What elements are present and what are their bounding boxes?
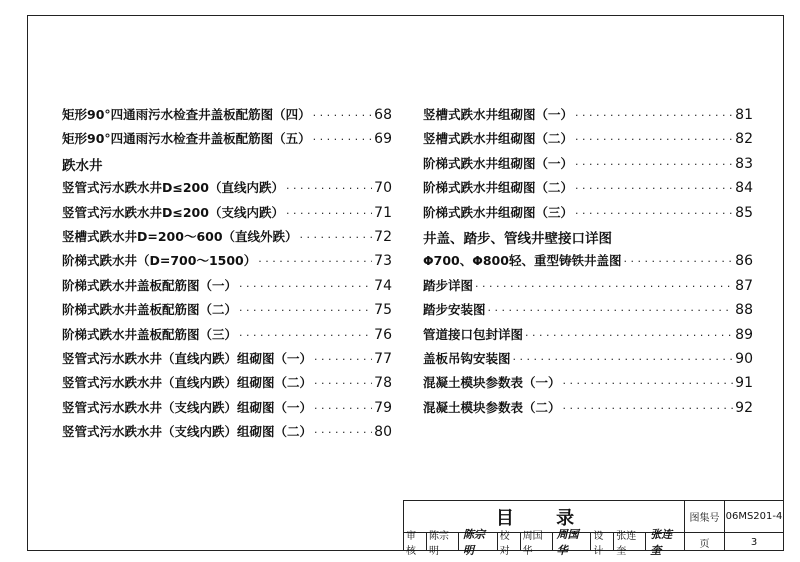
toc-entry-page: 81	[735, 107, 753, 123]
toc-leader-dots	[623, 255, 733, 268]
checker-name: 周国华	[522, 531, 543, 557]
toc-entry	[423, 276, 753, 300]
toc-leader-dots	[239, 329, 372, 342]
toc-entry	[62, 422, 392, 446]
toc-entry-title: Φ700、Φ800轻、重型铸铁井盖图	[423, 253, 622, 269]
toc-entry-page: 80	[374, 424, 392, 441]
toc-entry	[423, 105, 753, 129]
toc-leader-dots	[300, 231, 373, 244]
toc-entry-title: 阶梯式跌水井组砌图（三）	[423, 204, 574, 220]
toc-entry-title: 竖管式污水跌水井（直线内跌）组砌图（二）	[62, 375, 313, 391]
design-label: 设计	[593, 531, 604, 557]
toc-leader-dots	[575, 182, 733, 195]
title-block-title: 目 录	[404, 501, 685, 533]
designer-name: 张连奎	[616, 531, 637, 557]
checker-signature: 周国华	[556, 528, 579, 557]
toc-entry-page: 82	[735, 131, 753, 148]
toc-left-column	[62, 105, 392, 446]
toc-entry-page: 77	[374, 350, 392, 367]
toc-entry-title: 踏步安装图	[423, 302, 486, 318]
toc-entry-page: 79	[374, 399, 392, 416]
toc-entry	[423, 251, 753, 275]
toc-entry	[62, 373, 392, 397]
toc-entry-title: 混凝土模块参数表（一）	[423, 375, 561, 391]
toc-leader-dots	[314, 377, 372, 390]
toc-entry	[423, 300, 753, 324]
toc-leader-dots	[575, 207, 733, 220]
toc-entry-page: 83	[735, 155, 753, 172]
toc-entry-title: 竖管式污水跌水井（直线内跌）组砌图（一）	[62, 350, 313, 366]
toc-leader-dots	[314, 353, 372, 366]
page-label: 页	[685, 533, 725, 551]
check-label: 校对	[499, 531, 510, 557]
toc-entry	[62, 129, 392, 153]
toc-entry	[423, 325, 753, 349]
toc-entry-page: 91	[735, 375, 753, 392]
toc-leader-dots	[563, 402, 734, 415]
toc-entry-page: 68	[374, 107, 392, 123]
toc-entry-page: 72	[374, 228, 392, 245]
toc-leader-dots	[563, 377, 734, 390]
toc-entry	[423, 129, 753, 153]
toc-entry	[62, 203, 392, 227]
toc-entry	[62, 398, 392, 422]
toc-leader-dots	[575, 109, 733, 122]
toc-right-column	[423, 105, 753, 422]
toc-entry-page: 92	[735, 399, 753, 416]
toc-entry	[62, 349, 392, 373]
toc-entry-title: 阶梯式跌水井（D=700～1500）	[62, 253, 257, 269]
toc-entry-title: 踏步详图	[423, 277, 474, 293]
toc-leader-dots	[239, 280, 372, 293]
toc-entry-title: 竖管式污水跌水井D≤200（直线内跌）	[62, 180, 284, 196]
reviewer-name: 陈宗明	[428, 531, 449, 557]
toc-entry-title: 竖管式污水跌水井（支线内跌）组砌图（二）	[62, 424, 313, 440]
toc-entry-title: 阶梯式跌水井组砌图（一）	[423, 155, 574, 171]
toc-entry-title: 竖管式污水跌水井D≤200（支线内跌）	[62, 204, 284, 220]
toc-entry	[62, 251, 392, 275]
toc-leader-dots	[313, 133, 373, 146]
toc-entry	[423, 349, 753, 373]
toc-entry-page: 78	[374, 375, 392, 392]
toc-section-heading: 井盖、踏步、管线井壁接口详图	[423, 230, 612, 247]
signature-row	[404, 528, 685, 557]
atlas-number-label: 图集号	[685, 501, 725, 533]
toc-entry	[423, 398, 753, 422]
toc-entry	[423, 203, 753, 227]
toc-entry-page: 70	[374, 180, 392, 197]
toc-entry-title: 阶梯式跌水井盖板配筋图（二）	[62, 302, 238, 318]
toc-entry-title: 盖板吊钩安装图	[423, 350, 511, 366]
toc-entry-title: 阶梯式跌水井盖板配筋图（一）	[62, 277, 238, 293]
toc-entry-page: 74	[374, 277, 392, 294]
toc-section-heading: 跌水井	[62, 157, 103, 174]
toc-entry-title: 矩形90°四通雨污水检查井盖板配筋图（五）	[62, 131, 311, 147]
toc-leader-dots	[488, 304, 734, 317]
atlas-number-value: 06MS201-4	[725, 501, 783, 533]
toc-leader-dots	[313, 109, 373, 122]
designer-signature: 张连奎	[650, 528, 673, 557]
toc-entry	[62, 227, 392, 251]
toc-entry-title: 混凝土模块参数表（二）	[423, 399, 561, 415]
toc-entry-title: 矩形90°四通雨污水检查井盖板配筋图（四）	[62, 107, 311, 122]
title-block	[403, 500, 784, 557]
toc-entry	[423, 178, 753, 202]
toc-entry-page: 69	[374, 131, 392, 148]
toc-leader-dots	[575, 133, 733, 146]
toc-entry-page: 89	[735, 326, 753, 343]
toc-leader-dots	[525, 329, 733, 342]
toc-leader-dots	[314, 402, 372, 415]
toc-leader-dots	[513, 353, 734, 366]
toc-entry-page: 87	[735, 277, 753, 294]
toc-entry	[62, 300, 392, 324]
toc-entry-page: 75	[374, 302, 392, 319]
toc-entry-title: 竖管式污水跌水井（支线内跌）组砌图（一）	[62, 399, 313, 415]
toc-entry-page: 71	[374, 204, 392, 221]
toc-entry	[62, 105, 392, 129]
toc-entry-title: 竖槽式跌水井D=200～600（直线外跌）	[62, 228, 298, 244]
toc-leader-dots	[475, 280, 733, 293]
toc-entry	[62, 178, 392, 202]
toc-entry-title: 阶梯式跌水井组砌图（二）	[423, 180, 574, 196]
toc-leader-dots	[286, 207, 372, 220]
toc-entry-page: 88	[735, 302, 753, 319]
toc-entry	[62, 276, 392, 300]
toc-entry-title: 管道接口包封详图	[423, 326, 524, 342]
toc-entry	[423, 154, 753, 178]
toc-entry-title: 竖槽式跌水井组砌图（一）	[423, 107, 574, 122]
toc-entry-page: 85	[735, 204, 753, 221]
toc-entry-title: 阶梯式跌水井盖板配筋图（三）	[62, 326, 238, 342]
review-label: 审核	[406, 531, 416, 557]
page-number: 3	[750, 536, 758, 548]
toc-leader-dots	[575, 158, 733, 171]
toc-entry	[423, 373, 753, 397]
toc-entry-page: 73	[374, 253, 392, 270]
reviewer-signature: 陈宗明	[462, 528, 485, 557]
toc-leader-dots	[314, 426, 372, 439]
toc-entry-page: 86	[735, 253, 753, 270]
toc-leader-dots	[286, 182, 372, 195]
toc-leader-dots	[258, 255, 372, 268]
toc-leader-dots	[239, 304, 372, 317]
toc-entry-page: 76	[374, 326, 392, 343]
toc-entry	[62, 325, 392, 349]
toc-entry-title: 竖槽式跌水井组砌图（二）	[423, 131, 574, 147]
toc-entry-page: 84	[735, 180, 753, 197]
toc-entry-page: 90	[735, 350, 753, 367]
